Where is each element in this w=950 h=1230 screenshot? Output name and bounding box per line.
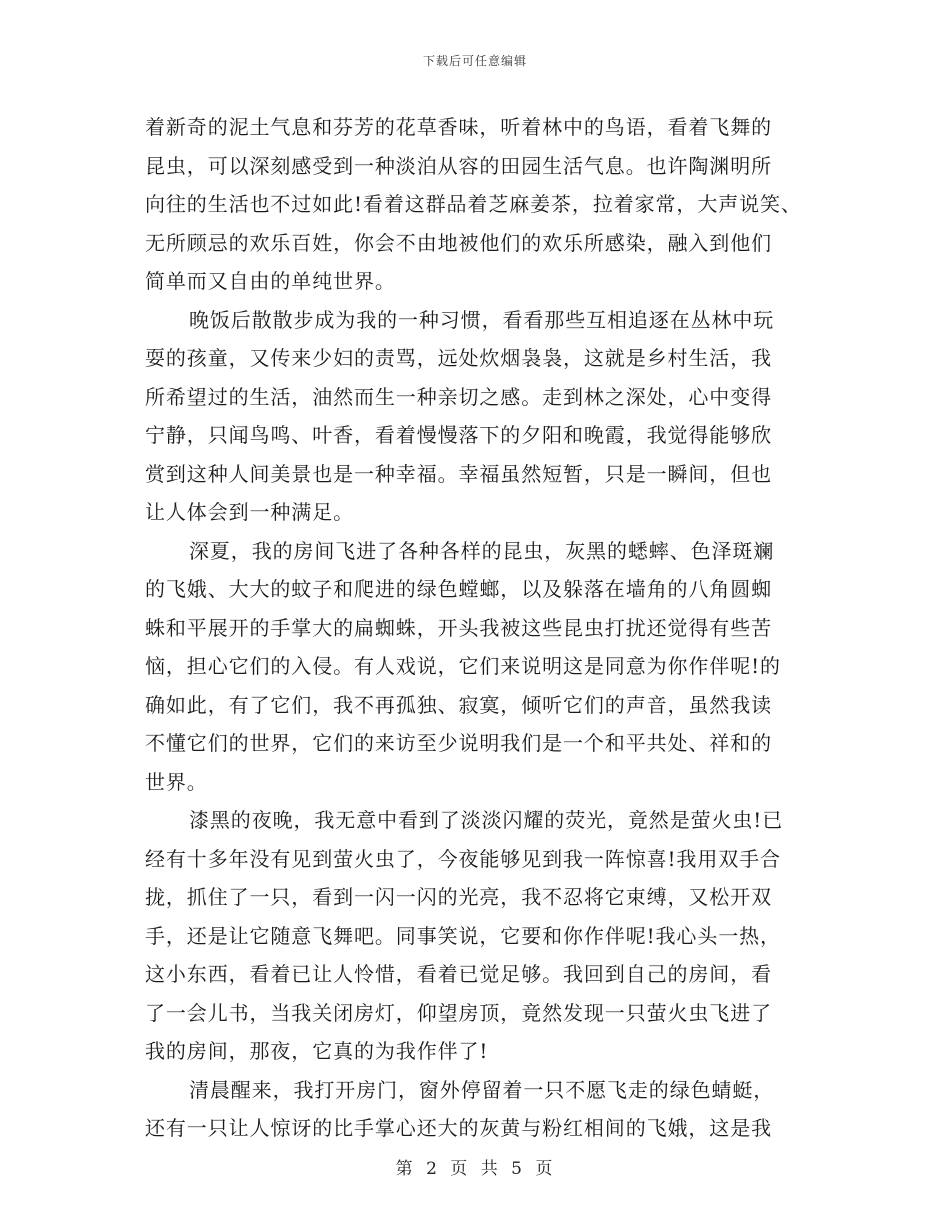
text-line: 恼，担心它们的入侵。有人戏说，它们来说明这是同意为你作伴呢!的 [145, 654, 781, 678]
text-line: 的飞娥、大大的蚊子和爬进的绿色螳螂，以及躲落在墙角的八角圆蜘 [145, 577, 772, 601]
text-line: 确如此，有了它们，我不再孤独、寂寞，倾听它们的声音，虽然我读 [145, 692, 772, 717]
paragraph-first-line: 晚饭后散散步成为我的一种习惯，看看那些互相追逐在丛林中玩 [189, 307, 775, 332]
text-line: 宁静，只闻鸟鸣、叶香，看着慢慢落下的夕阳和晚霞，我觉得能够欣 [145, 423, 772, 447]
text-line: 这小东西，看着已让人怜惜，看着已觉足够。我回到自己的房间，看 [145, 962, 772, 986]
text-line: 昆虫，可以深刻感受到一种淡泊从容的田园生活气息。也许陶渊明所 [145, 153, 772, 178]
page-header-note: 下载后可任意编辑 [422, 54, 527, 68]
text-line: 着新奇的泥土气息和芬芳的花草香味，听着林中的鸟语，看着飞舞的 [145, 115, 772, 139]
text-line: 我的房间，那夜，它真的为我作伴了! [145, 1039, 489, 1063]
text-line: 手，还是让它随意飞舞吧。同事笑说，它要和你作伴呢!我心头一热， [145, 923, 781, 948]
text-line: 向往的生活也不过如此!看着这群品着芝麻姜茶，拉着家常，大声说笑、 [145, 192, 802, 216]
text-line: 了一会儿书，当我关闭房灯，仰望房顶，竟然发现一只萤火虫飞进了 [145, 1000, 772, 1025]
page-number-footer: 第 2 页 共 5 页 [395, 1159, 555, 1179]
text-line: 还有一只让人惊讶的比手掌心还大的灰黄与粉红相间的飞娥，这是我 [145, 1116, 772, 1140]
paragraph-first-line: 漆黑的夜晚，我无意中看到了淡淡闪耀的荧光，竟然是萤火虫!已 [189, 808, 784, 832]
text-line: 赏到这种人间美景也是一种幸福。幸福虽然短暂，只是一瞬间，但也 [145, 461, 772, 486]
text-line: 无所顾忌的欢乐百姓，你会不由地被他们的欢乐所感染，融入到他们 [145, 230, 772, 255]
text-line: 经有十多年没有见到萤火虫了，今夜能够见到我一阵惊喜!我用双手合 [145, 846, 781, 871]
text-line: 世界。 [145, 769, 208, 794]
text-line: 拢，抓住了一只，看到一闪一闪的光亮，我不忍将它束缚，又松开双 [145, 885, 772, 909]
document-body [145, 108, 810, 1148]
paragraph-first-line: 清晨醒来，我打开房门，窗外停留着一只不愿飞走的绿色蜻蜓， [189, 1077, 775, 1102]
text-line: 让人体会到一种满足。 [145, 500, 354, 524]
text-line: 不懂它们的世界，它们的来访至少说明我们是一个和平共处、祥和的 [145, 731, 772, 755]
text-line: 蛛和平展开的手掌大的扁蜘蛛，开头我被这些昆虫打扰还觉得有些苦 [145, 615, 772, 640]
text-line: 所希望过的生活，油然而生一种亲切之感。走到林之深处，心中变得 [145, 384, 772, 409]
paragraph-first-line: 深夏，我的房间飞进了各种各样的昆虫，灰黑的蟋蟀、色泽斑斓 [189, 538, 775, 563]
text-line: 耍的孩童，又传来少妇的责骂，远处炊烟袅袅，这就是乡村生活，我 [145, 346, 772, 370]
text-line: 简单而又自由的单纯世界。 [145, 269, 396, 293]
